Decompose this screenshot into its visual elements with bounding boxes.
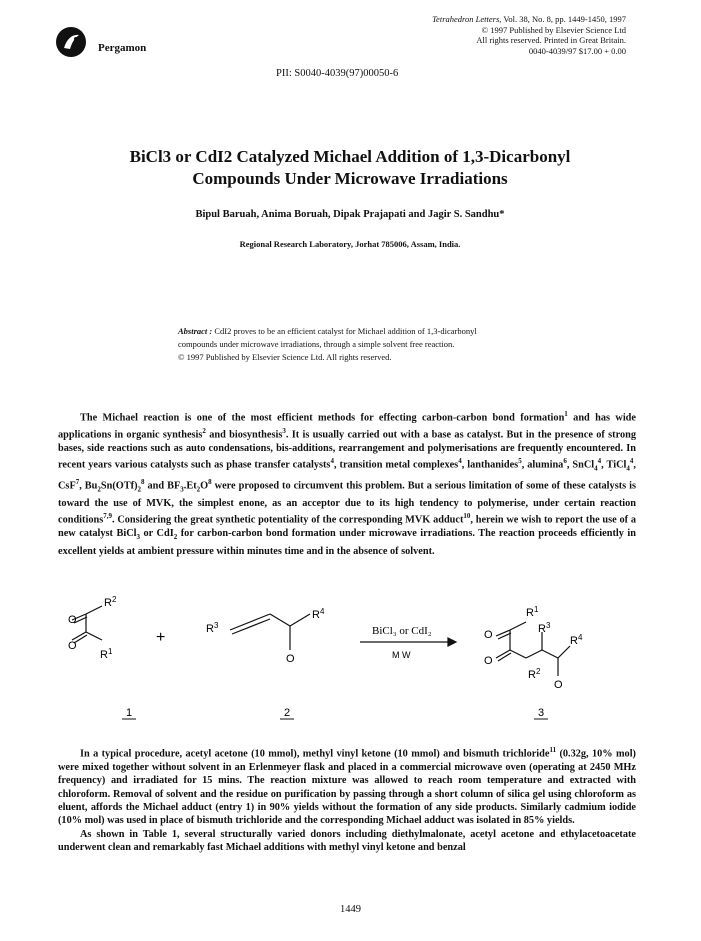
text: and has wide applications in organic synthesis — [58, 412, 636, 441]
page-number: 1449 — [340, 904, 361, 915]
paragraph: The Michael reaction is one of the most efficient methods for effecting carbon-carbon bond formation$^1$ and has wide applications in organic synthesis$^2$ and biosynthesis$^3$. It is usually carried out with a base as catalyst. But in the presence of strong bases, side reactions such as auto condensations, bis-additions, rearrangement and polymerisations are frequently encountered. In recent years various catalysts such as phase transfer catalysts$^4$, transition metal complexes$^4$, lanthanides$^5$, alumina$^6$, SnCl$_4^4$, TiCl$_4^4$, CsF$^7$, $Bu_2Sn(OTf)_2^8$ and $BF_3.Et_2O^8$ were proposed to circumvent this problem. But a serious limitation of some of these catalysts is toward the use of MVK, the simplest enone, as an acceptor due to its high tendency to polymerise, under certain reaction conditions$^{7,9}$. Considering the great synthetic potentiality of the corresponding MVK adduct$^{10}$, herein we wish to report the use of a new catalyst BiCl$_3$ or CdI$_2$ for carbon-carbon bond formation under microwave irradiations. The reaction proceeds efficiently in excellent yields at ambient pressure within minutes time and in the absence of solvent. — [58, 410, 636, 557]
scheme-o-4: O — [484, 629, 493, 641]
scheme-r1-b-num: 1 — [534, 605, 539, 614]
text: . It is usually carried out with a base as catalyst. But in the presence of strong bases, side reactions such as auto condensations, bis-additions, rearrangement and polymerisations are frequently encountered. In recent years various catalysts such as phase transfer catalysts — [58, 429, 636, 471]
subscript: 3 — [136, 533, 141, 542]
affiliation: Regional Research Laboratory, Jorhat 785006, Assam, India. — [239, 239, 461, 249]
title-line-1: BiCl3 or CdI2 Catalyzed Michael Addition of 1,3-Dicarbonyl — [129, 147, 571, 166]
ref-sup: 7,9 — [103, 512, 112, 521]
text: , lanthanides — [461, 459, 519, 471]
abstract-text-1: CdI2 proves to be an efficient catalyst for Michael addition of 1,3-dicarbonyl — [212, 326, 477, 336]
paragraph: As shown in Table 1, several structurally varied donors including diethylmalonate, acetyl acetone and ethylacetoacetate underwent clean and remarkably fast Michael additions with methyl vinyl ketone and benzal — [58, 828, 636, 854]
scheme-r2-a: R — [104, 597, 112, 609]
scheme-conditions: M W — [392, 650, 411, 660]
text: O — [200, 480, 209, 492]
text: , herein we wish to report the use of a new catalyst BiCl — [58, 514, 636, 540]
text: and BF — [144, 480, 181, 492]
ref-sup: 2 — [202, 426, 206, 435]
scheme-o-2: O — [68, 640, 77, 652]
text: , transition metal complexes — [333, 459, 459, 471]
ref-sup: 8 — [208, 477, 212, 486]
paragraph — [58, 744, 636, 828]
ref-sup: 4 — [597, 457, 602, 466]
subscript: 2 — [173, 533, 178, 542]
scheme-plus: + — [156, 629, 166, 646]
abstract-label: Abstract : — [178, 326, 213, 336]
scheme-r2-a-num: 2 — [112, 595, 117, 604]
text: for carbon-carbon bond formation under microwave irradiations. The reaction proceeds efficiently in excellent yields at ambient pressure within minutes time and in the absence of solvent. — [58, 528, 636, 557]
ref-sup: 6 — [563, 457, 567, 466]
ref-sup: 10 — [463, 512, 471, 521]
text: and biosynthesis — [205, 429, 283, 441]
text: were proposed to circumvent this problem. But a serious limitation of some of these catalysts is toward the use of MVK, the simplest enone, as an acceptor due to its high tendency to polymerise, under certain reaction conditions — [58, 480, 636, 526]
abstract-text-2: compounds under microwave irradiations, through a simple solvent free reaction. — [178, 339, 455, 349]
scheme-r3-b-num: 3 — [546, 621, 551, 630]
scheme-o-5: O — [484, 655, 493, 667]
scheme-o-6: O — [554, 679, 563, 691]
ref-sup: 7 — [75, 477, 80, 486]
journal-issn: 0040-4039/97 $17.00 + 0.00 — [528, 45, 626, 56]
subscript: 2 — [97, 485, 101, 494]
scheme-r2-b-num: 2 — [536, 667, 541, 676]
text: The Michael reaction is one of the most efficient methods for effecting carbon-carbon bond formation — [80, 412, 565, 424]
text: or CdI — [140, 528, 174, 540]
text: , TiCl — [601, 459, 627, 471]
abstract — [178, 325, 548, 364]
journal-name: Tetrahedron Letters — [432, 14, 500, 24]
journal-rights: All rights reserved. Printed in Great Britain. — [476, 35, 626, 45]
text: , alumina — [521, 459, 564, 471]
abstract-copyright: © 1997 Published by Elsevier Science Ltd. All rights reserved. — [178, 352, 392, 362]
ref-sup: 3 — [282, 426, 286, 435]
scheme-r2-b: R — [528, 669, 536, 681]
compound-label-2: 2 — [284, 707, 291, 719]
scheme-r4-b-num: 4 — [578, 633, 583, 642]
title-line-2: Compounds Under Microwave Irradiations — [192, 169, 508, 188]
ref-sup: 4 — [330, 457, 334, 466]
journal-citation — [306, 14, 626, 25]
ref-sup: 5 — [518, 457, 522, 466]
text: , CsF — [58, 459, 636, 492]
ref-sup: 8 — [141, 477, 145, 486]
compound-label-1: 1 — [126, 707, 133, 719]
pergamon-logo-icon — [55, 26, 87, 58]
journal-volume: , Vol. 38, No. 8, pp. 1449-1450, 1997 — [499, 14, 626, 24]
ref-sup: 4 — [458, 457, 462, 466]
subscript: 3 — [180, 485, 184, 494]
text: Sn(OTf) — [100, 480, 138, 492]
scheme-r4-b: R — [570, 635, 578, 647]
text: .Et — [183, 480, 197, 492]
reaction-arrow-icon — [360, 638, 456, 646]
scheme-o-3: O — [286, 653, 295, 665]
journal-copyright: © 1997 Published by Elsevier Science Ltd — [481, 24, 626, 35]
journal-info — [306, 14, 626, 56]
text: , SnCl — [566, 459, 595, 471]
scheme-o-1: O — [68, 614, 77, 626]
scheme-r1-a: R — [100, 649, 108, 661]
scheme-r1-a-num: 1 — [108, 647, 113, 656]
text: (0.32g, 10% mol) were mixed together without solvent in an Erlenmeyer flask and placed in a commercial microwave oven (operating at 2450 MHz frequency) and irradiated for 15 mins. The reaction mixture was allowed to reach room temperature and extracted with chloroform. Removal of solvent and the residue on purification by passing through a short column of silica gel using chloroform as eluent, affords the Michael adduct (entry 1) in 90% yields without the formation of any side products. Similarly cadmium iodide (10% mol) was used in place of bismuth trichloride and the corresponding Michael adduct was isolated in 85% yields. — [58, 748, 636, 827]
scheme-catalyst: BiCl₃ or CdI₂ — [372, 625, 432, 637]
scheme-r4-a-num: 4 — [320, 607, 325, 616]
subscript: 2 — [196, 485, 201, 494]
pii: PII: S0040-4039(97)00050-6 — [276, 68, 399, 79]
ref-sup: 4 — [629, 457, 634, 466]
reaction-scheme — [60, 592, 640, 732]
scheme-r3-b: R — [538, 623, 546, 635]
scheme-r3-a-num: 3 — [214, 621, 219, 630]
publisher-name: Pergamon — [98, 42, 147, 54]
paper-title — [70, 146, 630, 190]
scheme-r3-a: R — [206, 623, 214, 635]
text: In a typical procedure, acetyl acetone (10 mmol), methyl vinyl ketone (10 mmol) and bismuth trichloride — [80, 748, 550, 760]
compound-label-3: 3 — [538, 707, 545, 719]
ref-sup: 11 — [549, 746, 557, 754]
scheme-r1-b: R — [526, 607, 534, 619]
text: . Considering the great synthetic potentiality of the corresponding MVK adduct — [111, 514, 464, 526]
body-procedure — [58, 744, 636, 855]
body-intro — [58, 408, 636, 558]
text: , Bu — [79, 480, 98, 492]
ref-sup: 1 — [564, 410, 568, 418]
reactant-2-structure — [230, 614, 310, 650]
product-structure — [496, 622, 570, 676]
authors: Bipul Baruah, Anima Boruah, Dipak Prajapati and Jagir S. Sandhu* — [195, 209, 505, 220]
scheme-r4-a: R — [312, 609, 320, 621]
